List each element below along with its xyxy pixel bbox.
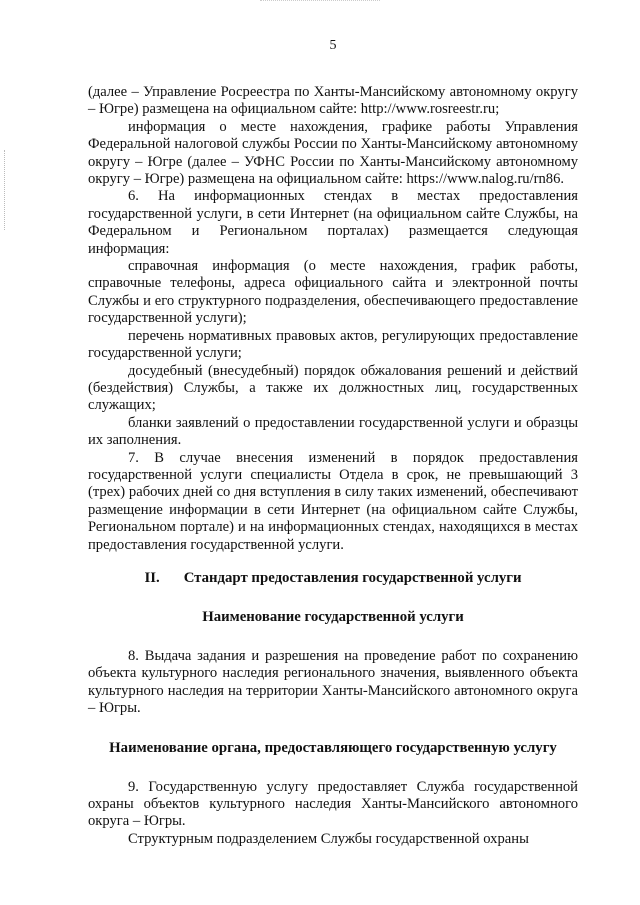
binding-marks: [4, 150, 9, 230]
heading-service-name: Наименование государственной услуги: [202, 608, 464, 625]
paragraph-6: 6. На информационных стендах в местах предоставления государственной услуги, в сети Интернет (на официальном сайте Службы, на Федеральном и Региональном порталах) размещается следующая информация:: [88, 188, 578, 257]
paragraph-legal-acts: перечень нормативных правовых актов, регулирующих предоставление государственной услуги;: [88, 327, 578, 362]
section-title: [88, 570, 578, 587]
section-title-text: Стандарт предоставления государственной услуги: [183, 569, 522, 586]
paragraph-appeal: досудебный (внесудебный) порядок обжалования решений и действий (бездействия) Службы, а также их должностных лиц, государственных служащих;: [88, 362, 578, 414]
paragraph-10: Структурным подразделением Службы государственной охраны: [128, 830, 529, 847]
paragraph-reference-info: справочная информация (о месте нахождения, график работы, справочные телефоны, адреса официального сайта и электронной почты Службы и его структурного подразделения, обеспечивающего предоставление государственной услуги);: [88, 258, 578, 327]
paragraph-9: 9. Государственную услугу предоставляет Служба государственной охраны объектов культурного наследия Ханты-Мансийского автономного округа – Югры.: [88, 778, 578, 830]
paragraph-ufns: информация о месте нахождения, графике работы Управления Федеральной налоговой службы России по Ханты-Мансийскому автономному округу – Югре (далее – УФНС России по Ханты-Мансийскому автономному округу – Югре) размещена на официальном сайте: https://www.nalog.ru/rn86.: [88, 118, 578, 188]
page-number: 5: [329, 38, 337, 53]
paragraph-8: 8. Выдача задания и разрешения на проведение работ по сохранению объекта культурного наследия регионального значения, выявленного объекта культурного наследия на территории Ханты-Мансийского автономного округа – Югры.: [88, 647, 578, 717]
scan-artifact: [260, 0, 380, 5]
paragraph-forms: бланки заявлений о предоставлении государственной услуги и образцы их заполнения.: [88, 414, 578, 449]
section-number: II.: [144, 569, 160, 586]
heading-authority: Наименование органа, предоставляющего государственную услугу: [109, 739, 557, 756]
paragraph-7: 7. В случае внесения изменений в порядок предоставления государственной услуги специалисты Отдела в срок, не превышающий 3 (трех) рабочих дней со дня вступления в силу таких изменений, обеспечивают размещение информации в сети Интернет (на официальном сайте Службы, Региональном портале) и на информационных стендах, находящихся в местах предоставления государственной услуги.: [88, 449, 578, 553]
paragraph-rosreestr: (далее – Управление Росреестра по Ханты-Мансийскому автономному округу – Югре) размещена на официальном сайте: http://www.rosreestr.ru;: [88, 84, 578, 118]
